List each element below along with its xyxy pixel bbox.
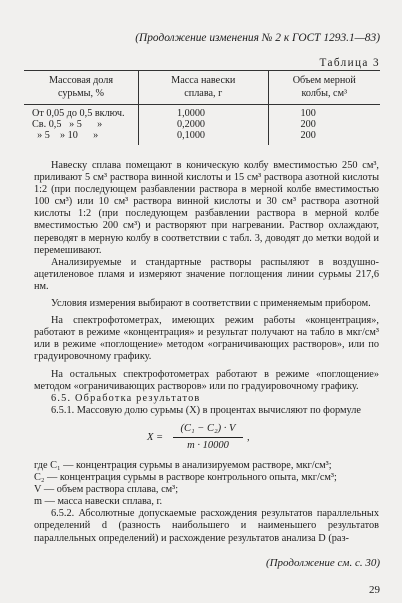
continuation-note: (Продолжение см. с. 30) (265, 557, 380, 569)
definition-line: C₂ — концентрация сурьмы в растворе контрольного опыта, мкг/см³; (34, 472, 337, 484)
formula-comma: , (247, 432, 250, 443)
data-table (24, 70, 380, 145)
definition-line: где C₁ — концентрация сурьмы в анализируемом растворе, мкг/см³; (34, 460, 332, 471)
cell-range: От 0,05 до 0,5 включ. (32, 108, 125, 119)
formula-numerator: (C₁ − C₂) · V (180, 423, 236, 434)
paragraph: Условия измерения выбирают в соответствии с применяемым прибором. (51, 298, 371, 310)
section-heading: 6.5. Обработка результатов (51, 392, 201, 404)
table-header-row (24, 71, 380, 105)
formula (147, 423, 257, 457)
paragraph: Анализируемые и стандартные растворы распыляют в воздушно-ацетиленовое пламя и измеряют значение поглощения линии сурьмы 217,6 нм. (34, 256, 379, 292)
col-header-sample-mass: Масса навески сплава, г (139, 71, 269, 105)
col-header-flask-volume: Объем мерной колбы, см³ (268, 71, 380, 105)
definition-line: V — объем раствора сплава, см³; (34, 484, 179, 496)
cell-volume: 200 (268, 130, 380, 144)
cell-range: Св. 0,5 » 5 » (32, 119, 103, 131)
page-header: (Продолжение изменения № 2 к ГОСТ 1293.1—83) (135, 32, 380, 44)
cell-volume: 100 (268, 105, 380, 120)
cell-range: » 5 » 10 » (32, 130, 99, 142)
fraction-bar (173, 437, 243, 438)
table-row (24, 119, 380, 130)
formula-denominator: m · 10000 (187, 440, 229, 451)
paragraph: На спектрофотометрах, имеющих режим работы «концентрация», работают в режиме «концентрация» и результат получают на табло в мкг/см³ или в режиме «поглощение» методом «ограничивающих растворов», или по градуировочному графику. (34, 315, 379, 363)
definition-line: m — масса навески сплава, г. (34, 496, 163, 508)
formula-lhs: X = (147, 432, 164, 443)
paragraph: Навеску сплава помещают в коническую колбу вместимостью 250 см³, приливают 5 см³ раствора винной кислоты и 15 см³ раствора азотной кислоты 1:2 (при последующем разбавлении раствора в мерной колбе вместимостью 100 см³) или 10 см³ раствора винной кислоты и 30 см³ раствора азотной кислоты 1:2 (при последующем разбавлении раствора в мерной колбе вместимостью 200 см³) и растворяют при нагревании. Раствор охлаждают, переводят в мерную колбу в соответствии с табл. 3, доводят до метки водой и перемешивают. (34, 160, 379, 256)
paragraph: 6.5.1. Массовую долю сурьмы (X) в процентах вычисляют по формуле (51, 404, 361, 416)
body-text (34, 160, 379, 417)
page-number: 29 (369, 584, 380, 596)
table-row (24, 130, 380, 144)
formula-definitions (34, 460, 379, 545)
table-caption: Таблица 3 (319, 57, 380, 69)
cell-mass: 1,0000 (139, 105, 269, 120)
paragraph: На остальных спектрофотометрах работают в режиме «поглощение» методом «ограничивающих растворов» или по градуировочному графику. (34, 368, 379, 392)
table-row (24, 105, 380, 120)
cell-volume: 200 (268, 119, 380, 130)
cell-mass: 0,2000 (139, 119, 269, 130)
paragraph: 6.5.2. Абсолютные допускаемые расхождения результатов параллельных определений d (разность наибольшего и наименьшего результатов параллельных определений) и расхождение результатов анализа D (раз- (34, 508, 379, 544)
cell-mass: 0,1000 (139, 130, 269, 144)
col-header-antimony: Массовая доля сурьмы, % (24, 71, 139, 105)
